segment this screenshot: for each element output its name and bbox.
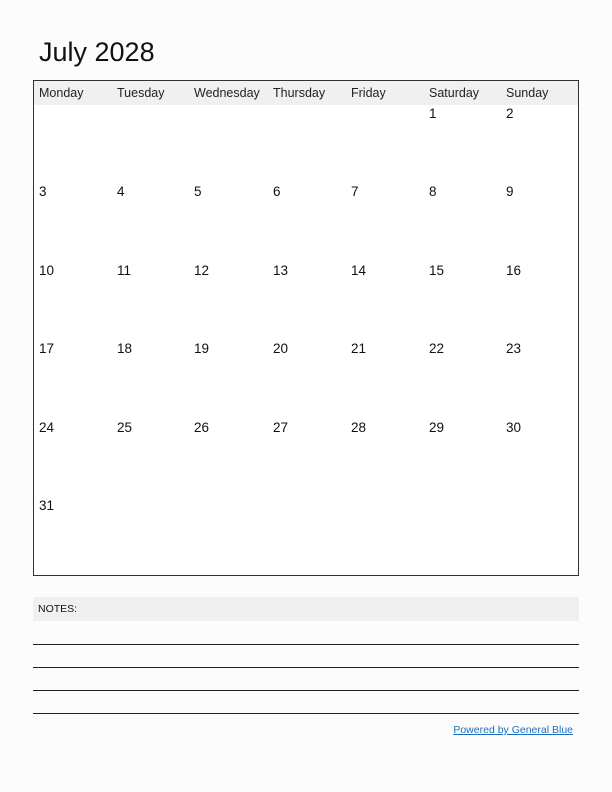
day-number: 5 — [194, 184, 202, 199]
day-number: 30 — [506, 420, 522, 435]
day-number: 15 — [429, 263, 445, 278]
weekday-thursday: Thursday — [273, 86, 326, 100]
day-number: 22 — [429, 341, 445, 356]
note-line — [33, 644, 579, 645]
day-number: 18 — [117, 341, 133, 356]
note-line — [33, 713, 579, 714]
weekday-sunday: Sunday — [506, 86, 549, 100]
day-number: 14 — [351, 263, 367, 278]
day-number: 13 — [273, 263, 289, 278]
day-number: 20 — [273, 341, 289, 356]
day-number: 21 — [351, 341, 367, 356]
day-number: 4 — [117, 184, 125, 199]
weekday-header-row — [34, 81, 578, 105]
day-number: 24 — [39, 420, 55, 435]
powered-by-link[interactable]: Powered by General Blue — [453, 724, 573, 736]
day-number: 28 — [351, 420, 367, 435]
day-number: 10 — [39, 263, 55, 278]
day-number: 8 — [429, 184, 437, 199]
day-number: 6 — [273, 184, 281, 199]
note-line — [33, 667, 579, 668]
day-number: 7 — [351, 184, 359, 199]
weekday-friday: Friday — [351, 86, 386, 100]
day-number: 1 — [429, 106, 437, 121]
day-number: 11 — [117, 263, 132, 278]
weekday-saturday: Saturday — [429, 86, 480, 100]
day-number: 16 — [506, 263, 522, 278]
day-number: 26 — [194, 420, 210, 435]
weekday-monday: Monday — [39, 86, 84, 100]
day-number: 9 — [506, 184, 514, 199]
weekday-wednesday: Wednesday — [194, 86, 260, 100]
day-number: 23 — [506, 341, 522, 356]
notes-label: NOTES: — [38, 603, 78, 615]
day-number: 2 — [506, 106, 514, 121]
day-number: 17 — [39, 341, 55, 356]
weekday-tuesday: Tuesday — [117, 86, 165, 100]
calendar-title: July 2028 — [39, 37, 155, 67]
day-number: 25 — [117, 420, 133, 435]
day-number: 19 — [194, 341, 210, 356]
day-number: 27 — [273, 420, 289, 435]
day-number: 3 — [39, 184, 47, 199]
note-line — [33, 690, 579, 691]
day-number: 12 — [194, 263, 210, 278]
day-number: 31 — [39, 498, 55, 513]
calendar-grid — [33, 80, 579, 576]
day-number: 29 — [429, 420, 445, 435]
notes-header — [33, 597, 579, 621]
